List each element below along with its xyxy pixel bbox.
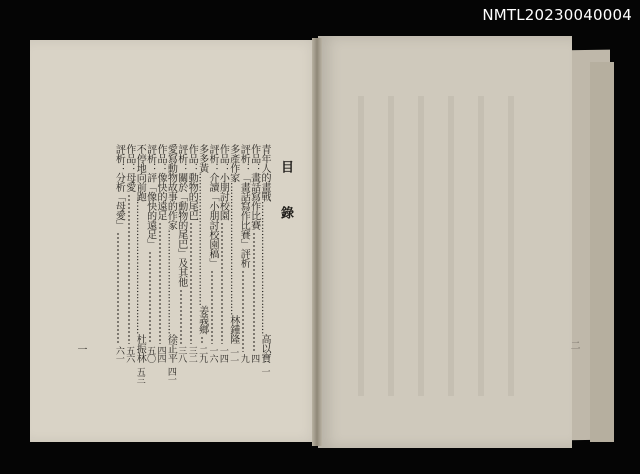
- toc-entry: [164, 144, 177, 383]
- toc-entry: [112, 144, 124, 362]
- toc-entry: [175, 144, 187, 362]
- toc-entry-page: 三二: [186, 346, 197, 362]
- toc-entry-page: 四四: [155, 346, 166, 362]
- toc-entry-page: 四一: [165, 366, 176, 383]
- toc-leader-dots: [211, 270, 213, 345]
- toc-entry-page: 五三: [134, 366, 145, 383]
- toc-entry-page: 九: [238, 354, 249, 362]
- bleed-through-text: [358, 96, 364, 396]
- toc-leader-dots: [201, 336, 203, 344]
- toc-entry: [196, 144, 208, 362]
- toc-entry-page: 一四: [217, 346, 228, 362]
- toc-leader-dots: [117, 232, 119, 345]
- toc-entry: [227, 144, 239, 362]
- archive-id-label: NMTL20230040004: [482, 6, 632, 24]
- toc-entry-page: 四: [249, 354, 260, 362]
- edge-mark: 二: [568, 340, 579, 350]
- toc-entry-text: 評析：「畫話寫作比賽」評析: [238, 144, 250, 268]
- right-page: [318, 36, 572, 448]
- toc-leader-dots: [149, 251, 151, 345]
- toc-leader-dots: [128, 194, 130, 345]
- toc-leader-dots: [242, 270, 244, 353]
- toc-entry-text: 作品：畫話寫作比賽: [248, 144, 260, 230]
- toc-leader-dots: [159, 222, 161, 344]
- back-sheet-edge: [590, 62, 614, 442]
- bleed-through-text: [478, 96, 484, 396]
- toc-entry: [123, 144, 135, 362]
- toc-entry-page: 五〇: [145, 346, 156, 362]
- bleed-through-text: [388, 96, 394, 396]
- toc-entry-text: 多產作家……………………………………林鍾隆: [227, 144, 239, 344]
- toc-entry-page: 一一: [228, 347, 239, 364]
- toc-entry-page: 三八: [176, 346, 187, 362]
- toc-leader-dots: [253, 232, 255, 353]
- bleed-through-text: [418, 96, 424, 396]
- toc-entry-text: 不停地向前跑……………………………………杜振林: [134, 144, 146, 363]
- bleed-through-text: [508, 96, 514, 396]
- toc-leader-dots: [221, 222, 223, 344]
- toc-entry-text: 作品：母愛: [123, 144, 135, 192]
- toc-entry-text: 作品：小朋討校園: [217, 144, 229, 220]
- toc-entry-text: 愛寫動物故事的作家……………………………徐正平: [165, 144, 177, 363]
- toc-entry-page: 六一: [113, 346, 124, 362]
- toc-entry-page: 一: [259, 366, 270, 375]
- toc-entry-page: 二九: [197, 346, 208, 362]
- toc-entry: [216, 144, 228, 362]
- toc-leader-dots: [180, 289, 182, 345]
- toc-entry-text: 青年人的畫戰……………………………………高以寶: [259, 144, 270, 363]
- toc-entry-text: 多多黃……………………………………姜義鄉: [196, 144, 208, 334]
- toc-entry-text: 評析：關於「動物的尾巴」及其他: [175, 144, 187, 287]
- bleed-through-text: [448, 96, 454, 396]
- toc-entry-text: 作品：動物的尾巴: [186, 144, 198, 220]
- toc-entry-page: 五六: [124, 346, 135, 362]
- book-gutter: [312, 38, 322, 446]
- toc-leader-dots: [190, 222, 192, 344]
- page-number: 一: [75, 344, 86, 354]
- toc-entry: [248, 144, 260, 362]
- toc-entry-text: 評析：介讀「小朋討校園稿」: [207, 144, 218, 268]
- toc-entry: [144, 144, 156, 362]
- toc-entry-text: 評析：評「像快的遠足」: [144, 144, 156, 249]
- toc-entry-text: 評析：分析「母愛」: [113, 144, 125, 230]
- toc-title: 目 錄: [278, 160, 293, 229]
- toc-entry-text: 作品：像快的遠足: [155, 144, 166, 220]
- toc-entry-page: 一六: [207, 346, 218, 362]
